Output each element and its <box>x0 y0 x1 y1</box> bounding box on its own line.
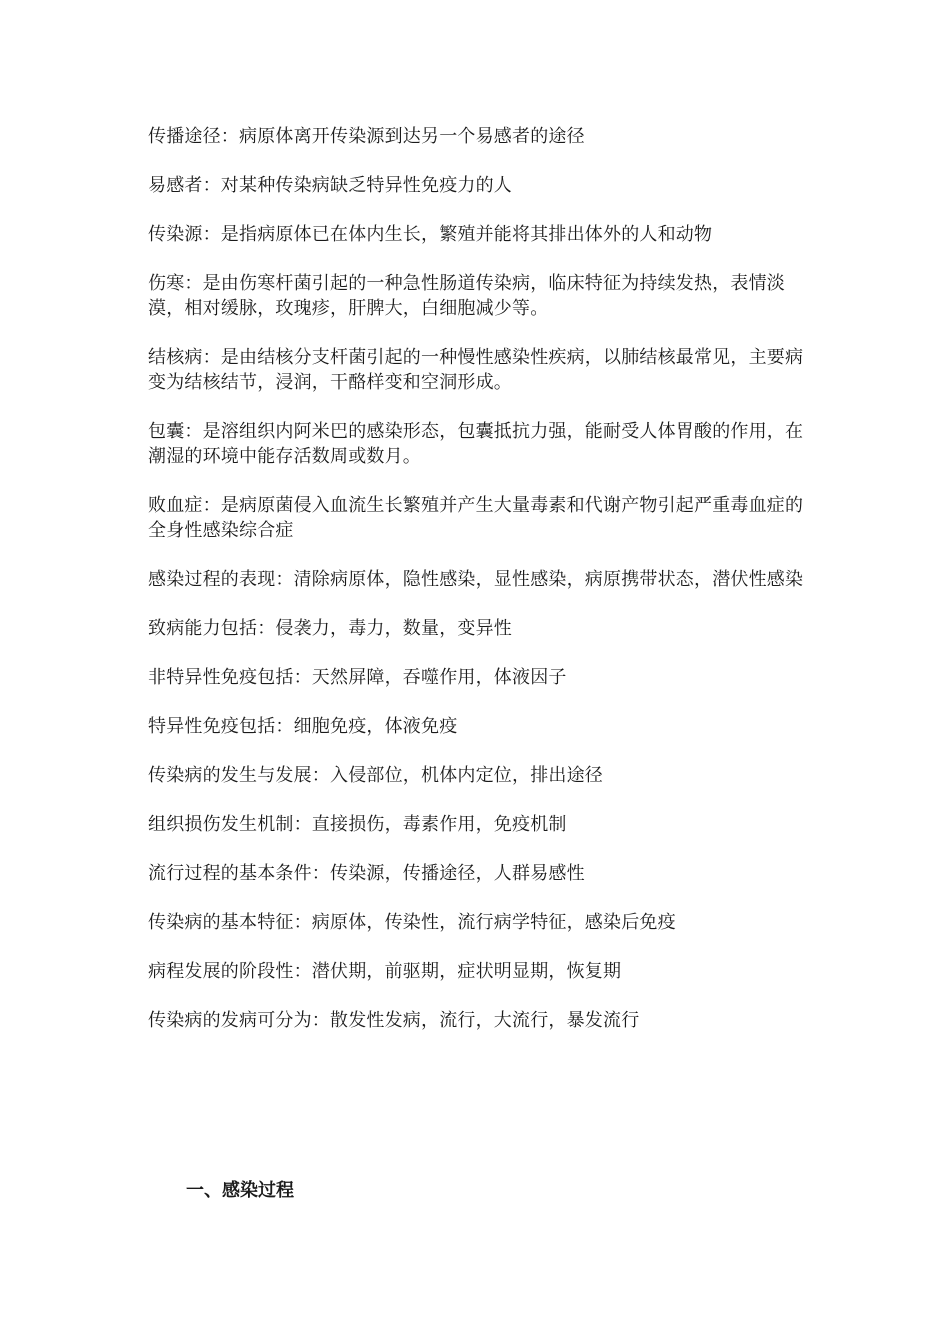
paragraph-infection-manifestations: 感染过程的表现：清除病原体，隐性感染，显性感染，病原携带状态，潜伏性感染 <box>148 569 804 590</box>
paragraph-sepsis: 败血症：是病原菌侵入血流生长繁殖并产生大量毒素和代谢产物引起严重毒血症的全身性感染综合症 <box>148 495 804 541</box>
paragraph-epidemic-conditions: 流行过程的基本条件：传染源，传播途径，人群易感性 <box>148 863 585 884</box>
paragraph-susceptible-person: 易感者：对某种传染病缺乏特异性免疫力的人 <box>148 175 512 196</box>
section-heading: 一、感染过程 <box>186 1180 294 1201</box>
paragraph-disease-development: 传染病的发生与发展：入侵部位，机体内定位，排出途径 <box>148 765 603 786</box>
paragraph-infection-source: 传染源：是指病原体已在体内生长，繁殖并能将其排出体外的人和动物 <box>148 224 713 245</box>
paragraph-disease-stages: 病程发展的阶段性：潜伏期，前驱期，症状明显期，恢复期 <box>148 961 622 982</box>
paragraph-basic-features: 传染病的基本特征：病原体，传染性，流行病学特征，感染后免疫 <box>148 912 676 933</box>
paragraph-specific-immunity: 特异性免疫包括：细胞免疫，体液免疫 <box>148 716 458 737</box>
paragraph-nonspecific-immunity: 非特异性免疫包括：天然屏障，吞噬作用，体液因子 <box>148 667 567 688</box>
paragraph-pathogenicity: 致病能力包括：侵袭力，毒力，数量，变异性 <box>148 618 512 639</box>
paragraph-tissue-damage: 组织损伤发生机制：直接损伤，毒素作用，免疫机制 <box>148 814 567 835</box>
document-body <box>148 124 804 1057</box>
paragraph-typhoid: 伤寒：是由伤寒杆菌引起的一种急性肠道传染病，临床特征为持续发热，表情淡漠，相对缓脉，玫瑰疹，肝脾大，白细胞减少等。 <box>148 273 785 319</box>
paragraph-transmission-route: 传播途径：病原体离开传染源到达另一个易感者的途径 <box>148 126 585 147</box>
paragraph-tuberculosis: 结核病：是由结核分支杆菌引起的一种慢性感染性疾病，以肺结核最常见，主要病变为结核结节，浸润，干酪样变和空洞形成。 <box>148 347 804 393</box>
paragraph-incidence-types: 传染病的发病可分为：散发性发病，流行，大流行，暴发流行 <box>148 1010 640 1031</box>
paragraph-cyst: 包囊：是溶组织内阿米巴的感染形态，包囊抵抗力强，能耐受人体胃酸的作用，在潮湿的环境中能存活数周或数月。 <box>148 421 804 467</box>
